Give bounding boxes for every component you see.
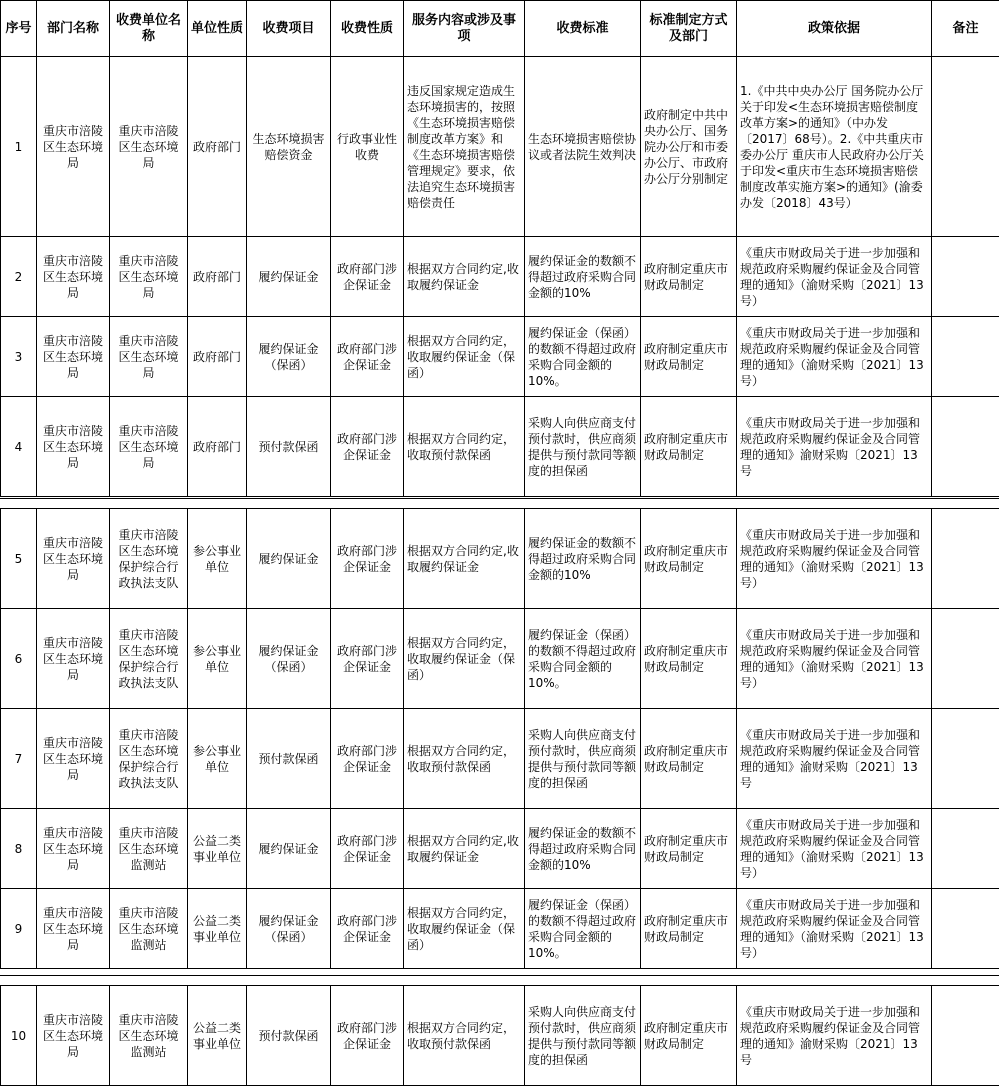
- cell-basis: 《重庆市财政局关于进一步加强和规范政府采购履约保证金及合同管理的通知》渝财采购〔2021〕13号: [737, 986, 932, 1086]
- cell-fee-nature: 政府部门涉企保证金: [331, 709, 404, 809]
- cell-content: 违反国家规定造成生态环境损害的，按照《生态环境损害赔偿制度改革方案》和《生态环境损害赔偿管理规定》要求，依法追究生态环境损害赔偿责任: [404, 57, 525, 237]
- table-row: [1, 237, 999, 317]
- fee-table-block-1: [0, 0, 999, 497]
- header-content: 服务内容或涉及事项: [404, 1, 525, 57]
- cell-standard: 生态环境损害赔偿协议或者法院生效判决: [525, 57, 641, 237]
- cell-seq: 6: [1, 609, 37, 709]
- cell-basis: 1.《中共中央办公厅 国务院办公厅关于印发<生态环境损害赔偿制度改革方案>的通知》（中办发〔2017〕68号）。2.《中共重庆市委办公厅 重庆市人民政府办公厅关于印发<重庆市生态环境损害赔偿制度改革实施方案>的通知》(渝委办发〔2018〕43号）: [737, 57, 932, 237]
- table-row: [1, 57, 999, 237]
- cell-method: 政府制定重庆市财政局制定: [641, 237, 737, 317]
- cell-fee-nature: 政府部门涉企保证金: [331, 237, 404, 317]
- table-row: [1, 609, 999, 709]
- cell-nature: 政府部门: [188, 317, 247, 397]
- cell-content: 根据双方合同约定，收取预付款保函: [404, 986, 525, 1086]
- cell-content: 根据双方合同约定，收取履约保证金（保函）: [404, 317, 525, 397]
- cell-dept: 重庆市涪陵区生态环境局: [37, 509, 110, 609]
- cell-method: 政府制定重庆市财政局制定: [641, 317, 737, 397]
- page-divider: [0, 498, 999, 499]
- cell-seq: 5: [1, 509, 37, 609]
- cell-content: 根据双方合同约定，收取履约保证金（保函）: [404, 609, 525, 709]
- cell-remark: [932, 57, 999, 237]
- cell-standard: 采购人向供应商支付预付款时，供应商须提供与预付款同等额度的担保函: [525, 397, 641, 497]
- cell-unit: 重庆市涪陵区生态环境局: [110, 397, 188, 497]
- cell-dept: 重庆市涪陵区生态环境局: [37, 709, 110, 809]
- cell-seq: 2: [1, 237, 37, 317]
- cell-fee-nature: 政府部门涉企保证金: [331, 317, 404, 397]
- cell-unit: 重庆市涪陵区生态环境局: [110, 57, 188, 237]
- cell-remark: [932, 889, 999, 969]
- cell-remark: [932, 317, 999, 397]
- cell-item: 生态环境损害赔偿资金: [247, 57, 331, 237]
- cell-item: 履约保证金（保函）: [247, 317, 331, 397]
- cell-method: 政府制定重庆市财政局制定: [641, 809, 737, 889]
- cell-unit: 重庆市涪陵区生态环境监测站: [110, 986, 188, 1086]
- cell-basis: 《重庆市财政局关于进一步加强和规范政府采购履约保证金及合同管理的通知》（渝财采购〔2021〕13号）: [737, 889, 932, 969]
- cell-unit: 重庆市涪陵区生态环境监测站: [110, 889, 188, 969]
- cell-remark: [932, 809, 999, 889]
- cell-remark: [932, 609, 999, 709]
- cell-unit: 重庆市涪陵区生态环境局: [110, 237, 188, 317]
- cell-basis: 《重庆市财政局关于进一步加强和规范政府采购履约保证金及合同管理的通知》（渝财采购〔2021〕13号）: [737, 509, 932, 609]
- cell-seq: 9: [1, 889, 37, 969]
- fee-table-block-2: [0, 508, 999, 969]
- cell-content: 根据双方合同约定,收取履约保证金: [404, 809, 525, 889]
- cell-dept: 重庆市涪陵区生态环境局: [37, 809, 110, 889]
- cell-nature: 政府部门: [188, 237, 247, 317]
- cell-dept: 重庆市涪陵区生态环境局: [37, 317, 110, 397]
- cell-dept: 重庆市涪陵区生态环境局: [37, 889, 110, 969]
- header-fee-nature: 收费性质: [331, 1, 404, 57]
- cell-nature: 参公事业单位: [188, 609, 247, 709]
- header-nature: 单位性质: [188, 1, 247, 57]
- cell-remark: [932, 509, 999, 609]
- cell-dept: 重庆市涪陵区生态环境局: [37, 237, 110, 317]
- cell-fee-nature: 政府部门涉企保证金: [331, 509, 404, 609]
- cell-item: 预付款保函: [247, 986, 331, 1086]
- fee-table-block-3: [0, 985, 999, 1086]
- cell-standard: 履约保证金的数额不得超过政府采购合同金额的10%: [525, 809, 641, 889]
- cell-nature: 政府部门: [188, 57, 247, 237]
- cell-item: 履约保证金（保函）: [247, 609, 331, 709]
- cell-remark: [932, 397, 999, 497]
- cell-method: 政府制定重庆市财政局制定: [641, 397, 737, 497]
- table-row: [1, 397, 999, 497]
- cell-basis: 《重庆市财政局关于进一步加强和规范政府采购履约保证金及合同管理的通知》（渝财采购〔2021〕13号）: [737, 609, 932, 709]
- cell-method: 政府制定重庆市财政局制定: [641, 609, 737, 709]
- cell-content: 根据双方合同约定,收取履约保证金: [404, 237, 525, 317]
- cell-seq: 3: [1, 317, 37, 397]
- cell-nature: 公益二类事业单位: [188, 986, 247, 1086]
- cell-standard: 履约保证金的数额不得超过政府采购合同金额的10%: [525, 509, 641, 609]
- cell-method: 政府制定中共中央办公厅、国务院办公厅和市委办公厅、市政府办公厅分别制定: [641, 57, 737, 237]
- cell-content: 根据双方合同约定，收取预付款保函: [404, 709, 525, 809]
- table-row: [1, 986, 999, 1086]
- cell-unit: 重庆市涪陵区生态环境保护综合行政执法支队: [110, 709, 188, 809]
- table-row: [1, 709, 999, 809]
- header-method: 标准制定方式及部门: [641, 1, 737, 57]
- table-row: [1, 317, 999, 397]
- cell-fee-nature: 政府部门涉企保证金: [331, 609, 404, 709]
- cell-method: 政府制定重庆市财政局制定: [641, 889, 737, 969]
- cell-unit: 重庆市涪陵区生态环境保护综合行政执法支队: [110, 609, 188, 709]
- cell-method: 政府制定重庆市财政局制定: [641, 986, 737, 1086]
- cell-basis: 《重庆市财政局关于进一步加强和规范政府采购履约保证金及合同管理的通知》（渝财采购〔2021〕13号）: [737, 237, 932, 317]
- cell-nature: 公益二类事业单位: [188, 889, 247, 969]
- cell-item: 履约保证金（保函）: [247, 889, 331, 969]
- cell-dept: 重庆市涪陵区生态环境局: [37, 986, 110, 1086]
- cell-fee-nature: 政府部门涉企保证金: [331, 986, 404, 1086]
- cell-dept: 重庆市涪陵区生态环境局: [37, 397, 110, 497]
- cell-remark: [932, 237, 999, 317]
- cell-unit: 重庆市涪陵区生态环境局: [110, 317, 188, 397]
- cell-fee-nature: 政府部门涉企保证金: [331, 809, 404, 889]
- cell-method: 政府制定重庆市财政局制定: [641, 509, 737, 609]
- header-remark: 备注: [932, 1, 999, 57]
- header-item: 收费项目: [247, 1, 331, 57]
- table-header: [1, 1, 999, 57]
- cell-dept: 重庆市涪陵区生态环境局: [37, 609, 110, 709]
- cell-nature: 政府部门: [188, 397, 247, 497]
- page-divider: [0, 975, 999, 976]
- cell-standard: 履约保证金（保函）的数额不得超过政府采购合同金额的10%。: [525, 889, 641, 969]
- cell-remark: [932, 709, 999, 809]
- cell-unit: 重庆市涪陵区生态环境监测站: [110, 809, 188, 889]
- cell-basis: 《重庆市财政局关于进一步加强和规范政府采购履约保证金及合同管理的通知》（渝财采购〔2021〕13号）: [737, 809, 932, 889]
- cell-basis: 《重庆市财政局关于进一步加强和规范政府采购履约保证金及合同管理的通知》渝财采购〔2021〕13号: [737, 397, 932, 497]
- cell-standard: 采购人向供应商支付预付款时，供应商须提供与预付款同等额度的担保函: [525, 986, 641, 1086]
- cell-item: 履约保证金: [247, 237, 331, 317]
- cell-seq: 4: [1, 397, 37, 497]
- table-row: [1, 889, 999, 969]
- cell-nature: 参公事业单位: [188, 709, 247, 809]
- cell-fee-nature: 政府部门涉企保证金: [331, 397, 404, 497]
- cell-content: 根据双方合同约定，收取履约保证金（保函）: [404, 889, 525, 969]
- cell-standard: 履约保证金（保函）的数额不得超过政府采购合同金额的10%。: [525, 609, 641, 709]
- cell-nature: 公益二类事业单位: [188, 809, 247, 889]
- header-standard: 收费标准: [525, 1, 641, 57]
- cell-basis: 《重庆市财政局关于进一步加强和规范政府采购履约保证金及合同管理的通知》（渝财采购〔2021〕13号）: [737, 317, 932, 397]
- cell-content: 根据双方合同约定，收取预付款保函: [404, 397, 525, 497]
- cell-item: 履约保证金: [247, 509, 331, 609]
- cell-standard: 履约保证金的数额不得超过政府采购合同金额的10%: [525, 237, 641, 317]
- header-seq: 序号: [1, 1, 37, 57]
- header-basis: 政策依据: [737, 1, 932, 57]
- cell-standard: 采购人向供应商支付预付款时，供应商须提供与预付款同等额度的担保函: [525, 709, 641, 809]
- table-row: [1, 509, 999, 609]
- cell-standard: 履约保证金（保函）的数额不得超过政府采购合同金额的10%。: [525, 317, 641, 397]
- cell-remark: [932, 986, 999, 1086]
- table-row: [1, 809, 999, 889]
- cell-item: 履约保证金: [247, 809, 331, 889]
- cell-fee-nature: 政府部门涉企保证金: [331, 889, 404, 969]
- header-dept: 部门名称: [37, 1, 110, 57]
- cell-basis: 《重庆市财政局关于进一步加强和规范政府采购履约保证金及合同管理的通知》渝财采购〔2021〕13号: [737, 709, 932, 809]
- cell-nature: 参公事业单位: [188, 509, 247, 609]
- cell-seq: 10: [1, 986, 37, 1086]
- cell-item: 预付款保函: [247, 397, 331, 497]
- cell-dept: 重庆市涪陵区生态环境局: [37, 57, 110, 237]
- cell-seq: 7: [1, 709, 37, 809]
- cell-unit: 重庆市涪陵区生态环境保护综合行政执法支队: [110, 509, 188, 609]
- cell-seq: 1: [1, 57, 37, 237]
- cell-method: 政府制定重庆市财政局制定: [641, 709, 737, 809]
- header-unit: 收费单位名称: [110, 1, 188, 57]
- cell-content: 根据双方合同约定,收取履约保证金: [404, 509, 525, 609]
- cell-item: 预付款保函: [247, 709, 331, 809]
- cell-seq: 8: [1, 809, 37, 889]
- cell-fee-nature: 行政事业性收费: [331, 57, 404, 237]
